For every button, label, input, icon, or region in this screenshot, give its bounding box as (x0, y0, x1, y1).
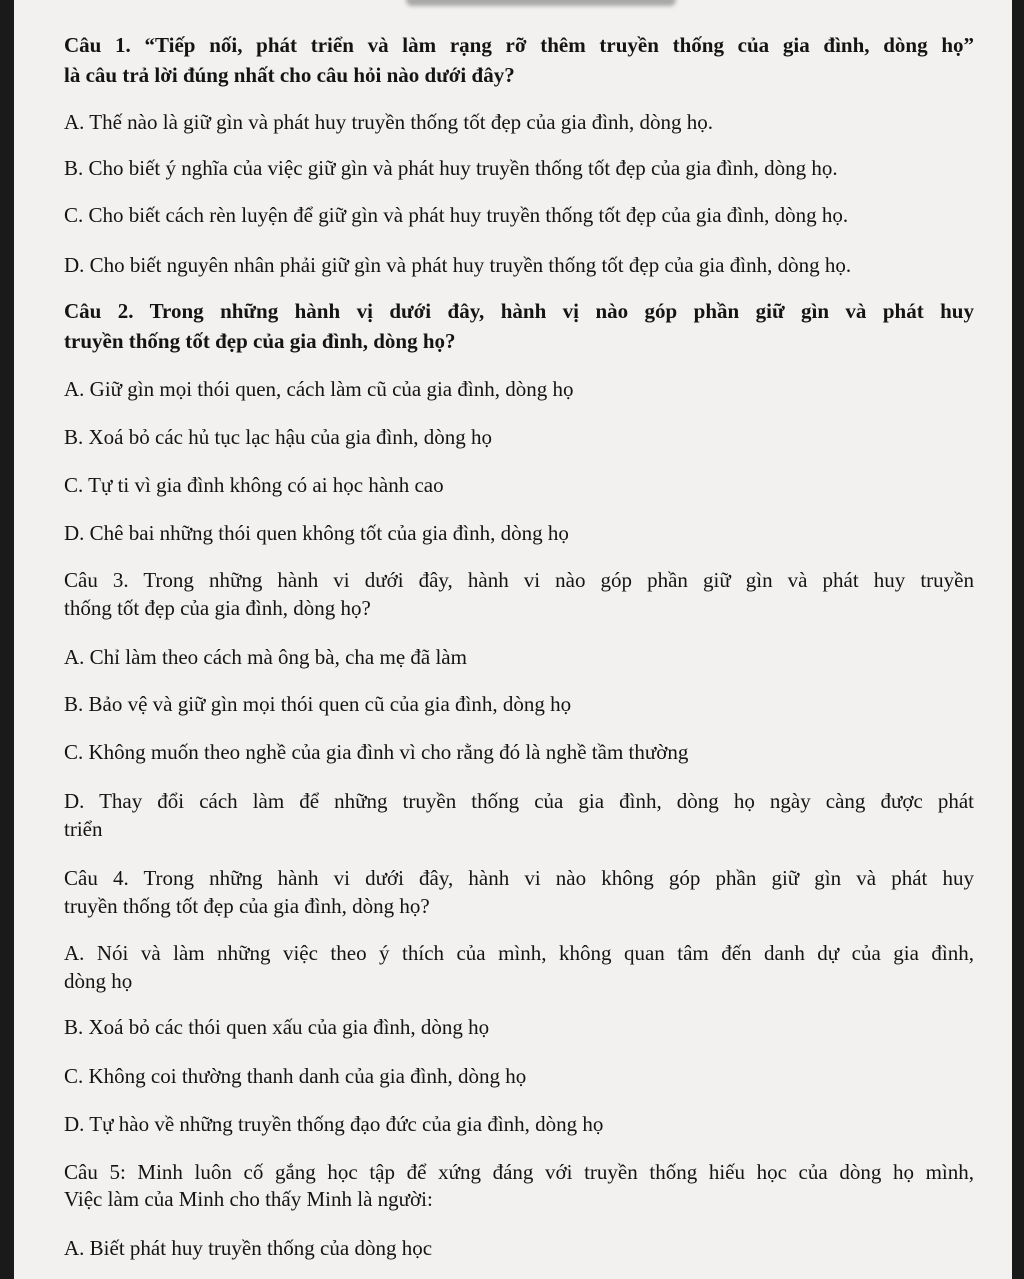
question-4-option-b: B. Xoá bỏ các thói quen xấu của gia đình, dòng họ (64, 1015, 490, 1039)
question-5-prompt-line-2: Việc làm của Minh cho thấy Minh là người: (64, 1187, 433, 1211)
question-2-option-a: A. Giữ gìn mọi thói quen, cách làm cũ của gia đình, dòng họ (64, 377, 574, 401)
question-5-prompt-line-1: Câu 5: Minh luôn cố gắng học tập để xứng đáng với truyền thống hiếu học của dòng họ mình, (64, 1160, 974, 1184)
question-1-option-d: D. Cho biết nguyên nhân phải giữ gìn và phát huy truyền thống tốt đẹp của gia đình, dòng họ. (64, 253, 852, 277)
question-5-option-a: A. Biết phát huy truyền thống của dòng học (64, 1236, 433, 1260)
question-4-prompt-line-2: truyền thống tốt đẹp của gia đình, dòng họ? (64, 894, 430, 918)
question-4-prompt-line-1: Câu 4. Trong những hành vi dưới đây, hành vi nào không góp phần giữ gìn và phát huy (64, 866, 974, 890)
question-3-option-d-line-2: triển (64, 817, 103, 841)
question-4-option-a-line-2: dòng họ (64, 969, 133, 993)
question-2-option-d: D. Chê bai những thói quen không tốt của gia đình, dòng họ (64, 521, 569, 545)
question-3-option-b: B. Bảo vệ và giữ gìn mọi thói quen cũ của gia đình, dòng họ (64, 692, 572, 716)
question-2-prompt-line-2: truyền thống tốt đẹp của gia đình, dòng họ? (64, 329, 456, 353)
question-1-option-a: A. Thế nào là giữ gìn và phát huy truyền thống tốt đẹp của gia đình, dòng họ. (64, 110, 714, 134)
question-3-option-c: C. Không muốn theo nghề của gia đình vì cho rằng đó là nghề tầm thường (64, 740, 689, 764)
question-3-option-a: A. Chỉ làm theo cách mà ông bà, cha mẹ đã làm (64, 645, 467, 669)
question-1-option-c: C. Cho biết cách rèn luyện để giữ gìn và phát huy truyền thống tốt đẹp của gia đình, dòng họ. (64, 203, 849, 227)
question-4-option-a-line-1: A. Nói và làm những việc theo ý thích của mình, không quan tâm đến danh dự của gia đình, (64, 941, 974, 965)
question-4-option-c: C. Không coi thường thanh danh của gia đình, dòng họ (64, 1064, 527, 1088)
question-3-prompt-line-1: Câu 3. Trong những hành vi dưới đây, hành vi nào góp phần giữ gìn và phát huy truyền (64, 568, 974, 592)
question-1-prompt-line-1: Câu 1. “Tiếp nối, phát triển và làm rạng rỡ thêm truyền thống của gia đình, dòng họ” (64, 33, 974, 57)
question-1-prompt-line-2: là câu trả lời đúng nhất cho câu hỏi nào dưới đây? (64, 63, 515, 87)
cropped-header-remnant (406, 0, 676, 6)
question-3-prompt-line-2: thống tốt đẹp của gia đình, dòng họ? (64, 596, 371, 620)
question-1-option-b: B. Cho biết ý nghĩa của việc giữ gìn và phát huy truyền thống tốt đẹp của gia đình, dòng họ. (64, 156, 838, 180)
question-4-option-d: D. Tự hào về những truyền thống đạo đức của gia đình, dòng họ (64, 1112, 604, 1136)
document-page (14, 0, 1012, 1279)
question-3-option-d-line-1: D. Thay đổi cách làm để những truyền thống của gia đình, dòng họ ngày càng được phát (64, 789, 974, 813)
question-2-option-c: C. Tự ti vì gia đình không có ai học hành cao (64, 473, 444, 497)
question-2-option-b: B. Xoá bỏ các hủ tục lạc hậu của gia đình, dòng họ (64, 425, 493, 449)
question-2-prompt-line-1: Câu 2. Trong những hành vị dưới đây, hành vị nào góp phần giữ gìn và phát huy (64, 299, 974, 323)
